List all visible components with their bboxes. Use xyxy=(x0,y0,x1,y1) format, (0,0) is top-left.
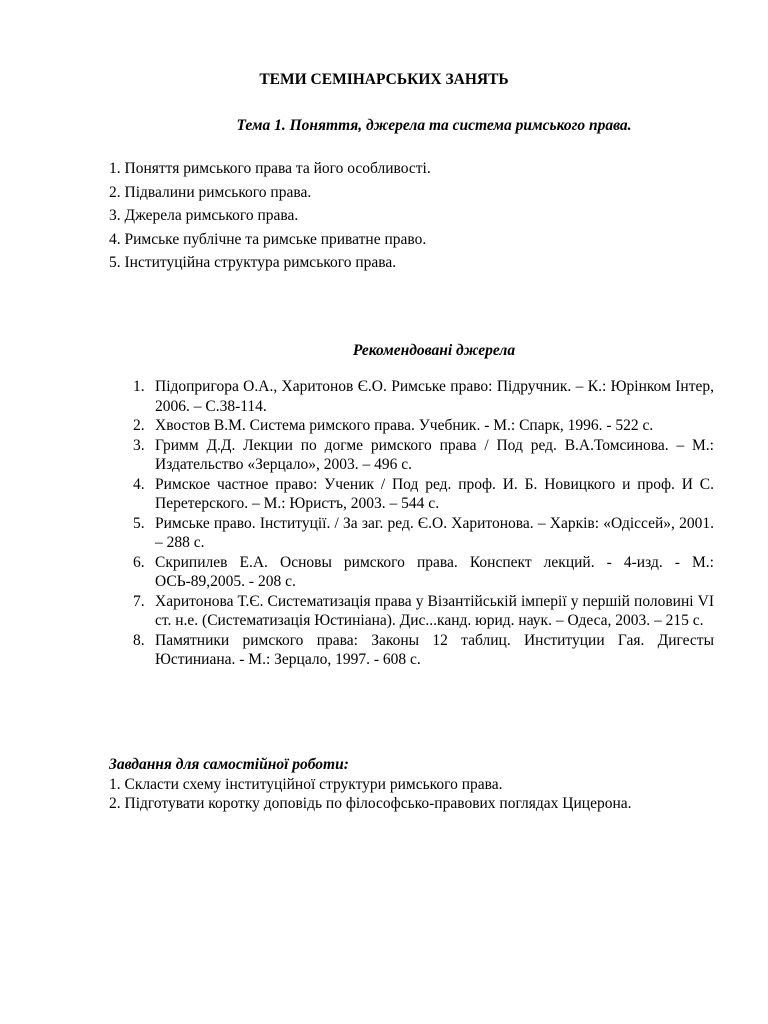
source-number: 4. xyxy=(133,475,145,493)
source-item xyxy=(109,592,714,631)
source-number: 6. xyxy=(133,553,145,571)
topic-heading: Тема 1. Поняття, джерела та система римського права. xyxy=(236,117,632,134)
source-item xyxy=(109,514,714,553)
source-item xyxy=(109,436,714,475)
tasks-heading: Завдання для самостійної роботи: xyxy=(109,756,349,773)
source-text: Памятники римского права: Законы 12 таблиц. Институции Гая. Дигесты Юстиниана. - М.: Зерцало, 1997. - 608 с. xyxy=(155,631,714,668)
questions-list xyxy=(109,157,431,275)
source-number: 2. xyxy=(133,417,145,434)
question-item: 4. Римське публічне та римське приватне право. xyxy=(109,230,427,248)
recommended-sources-heading: Рекомендовані джерела xyxy=(352,342,516,359)
sources-list xyxy=(109,377,714,670)
question-item: 1. Поняття римського права та його особливості. xyxy=(109,160,431,177)
source-text: Хвостов В.М. Система римского права. Учебник. - М.: Спарк, 1996. - 522 с. xyxy=(155,417,654,434)
source-text: Скрипилев Е.А. Основы римского права. Конспект лекций. - 4-изд. - М.: ОСЬ-89,2005. - 208 с. xyxy=(155,553,714,590)
source-text: Харитонова Т.Є. Систематизація права у Візантійській імперії у першій половині VI ст. н.е. (Систематизація Юстиніана). Дис...канд. юрид. наук. – Одеса, 2003. – 215 с. xyxy=(155,592,714,629)
source-item xyxy=(109,377,714,416)
source-number: 3. xyxy=(133,436,145,454)
source-item xyxy=(109,416,714,436)
source-number: 5. xyxy=(133,514,145,532)
question-item: 2. Підвалини римського права. xyxy=(109,183,312,201)
source-number: 8. xyxy=(133,631,145,649)
question-item: 3. Джерела римського права. xyxy=(109,207,299,224)
page-title: ТЕМИ СЕМІНАРСЬКИХ ЗАНЯТЬ xyxy=(259,71,509,88)
source-number: 1. xyxy=(133,378,145,395)
source-number: 7. xyxy=(133,592,145,610)
source-text: Гримм Д.Д. Лекции по догме римского права / Под ред. В.А.Томсинова. – М.: Издательство «Зерцало», 2003. – 496 с. xyxy=(155,436,714,473)
source-text: Підопригора О.А., Харитонов Є.О. Римське право: Підручник. – К.: Юрінком Інтер, 2006. – С.38-114. xyxy=(155,378,714,415)
source-text: Римське право. Інституції. / За заг. ред. Є.О. Харитонова. – Харків: «Одіссей», 2001. – 288 с. xyxy=(155,514,714,551)
independent-work-section xyxy=(109,755,669,814)
source-text: Римское частное право: Ученик / Под ред. проф. И. Б. Новицкого и проф. И С. Перетерского. – М.: Юристъ, 2003. – 544 с. xyxy=(155,475,714,512)
task-item: 1. Скласти схему інституційної структури римського права. xyxy=(109,775,503,793)
question-item: 5. Інституційна структура римського права. xyxy=(109,254,397,271)
source-item xyxy=(109,475,714,514)
source-item xyxy=(109,553,714,592)
source-item xyxy=(109,631,714,670)
task-item: 2. Підготувати коротку доповідь по філософсько-правових поглядах Цицерона. xyxy=(109,795,632,812)
